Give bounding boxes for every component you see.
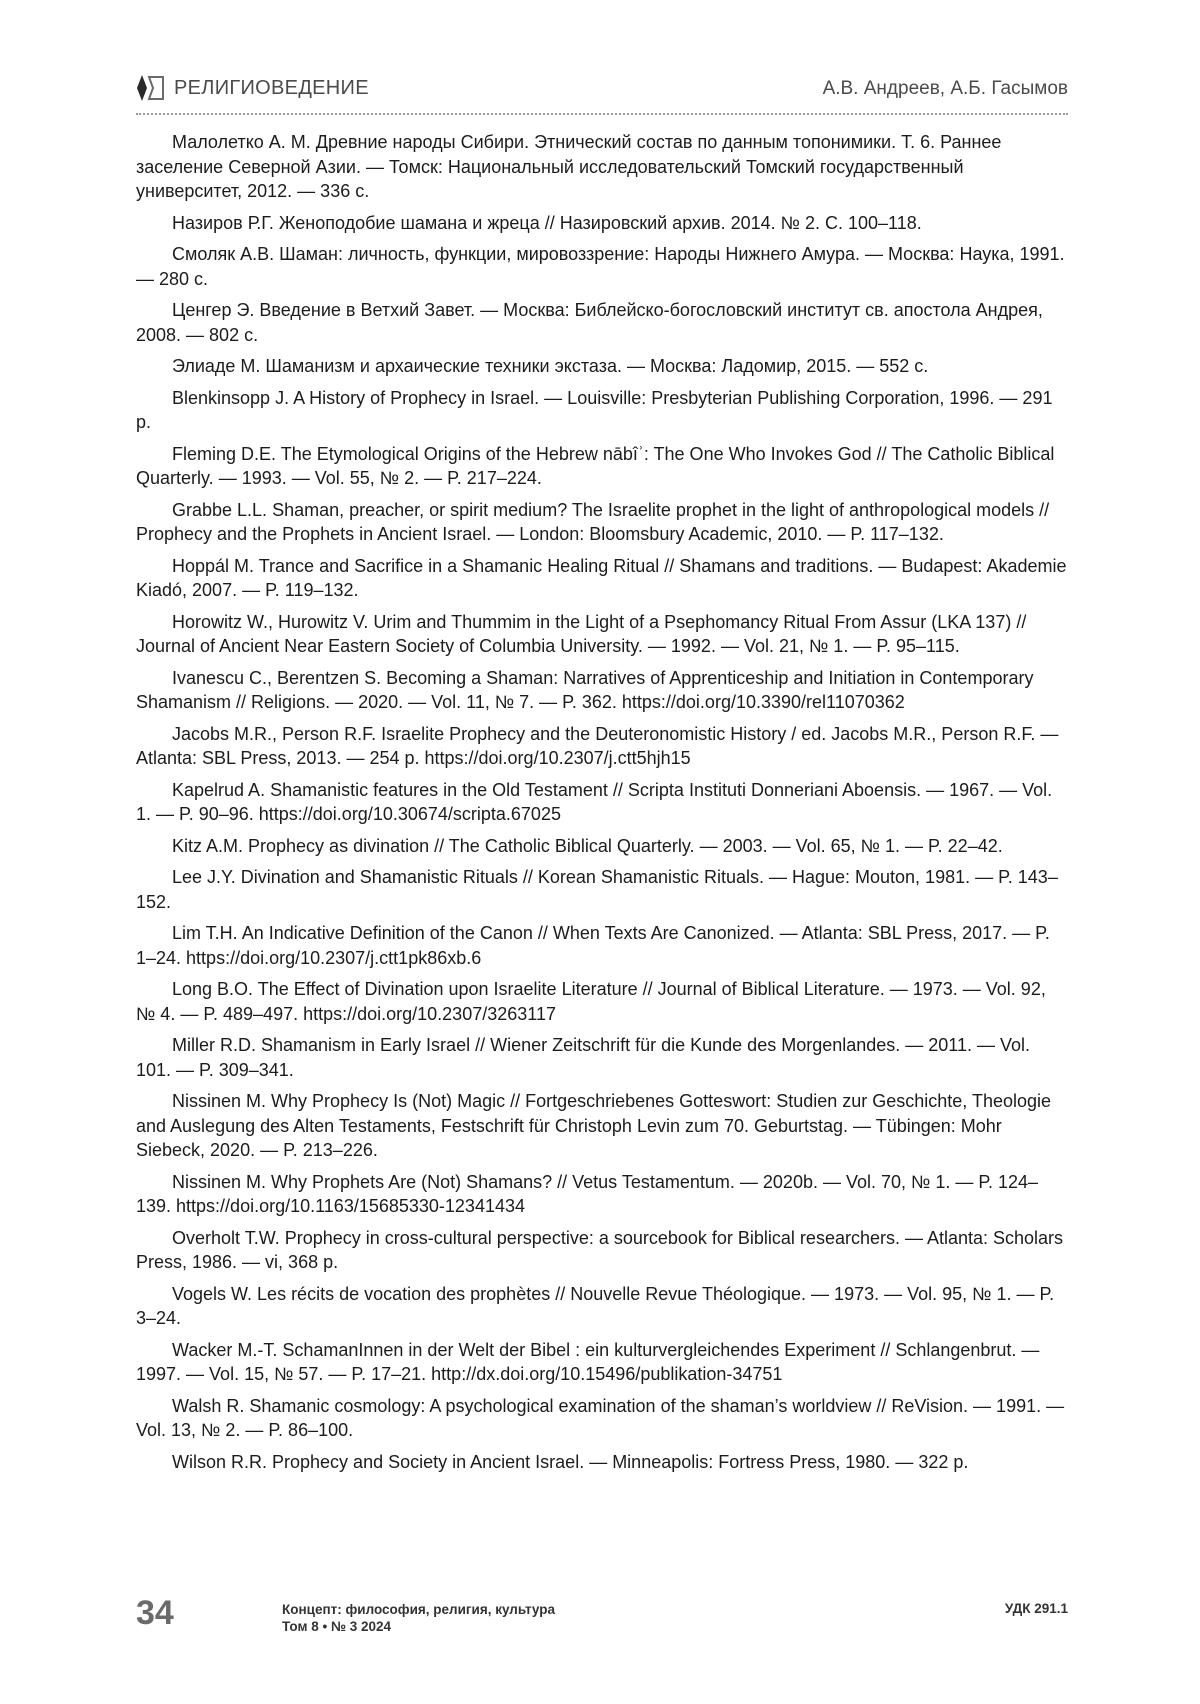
udk-code: УДК 291.1 xyxy=(1004,1601,1068,1616)
reference-item: Ivanescu C., Berentzen S. Becoming a Shaman: Narratives of Apprenticeship and Initiation in Contemporary Shamanism // Religions. — 2020. — Vol. 11, № 7. — P. 362. https://doi.org/10.3390/rel11070362 xyxy=(136,667,1034,712)
header-divider xyxy=(136,113,1068,115)
page-footer xyxy=(136,1594,1068,1642)
section-heading xyxy=(136,74,369,102)
reference-item: Vogels W. Les récits de vocation des prophètes // Nouvelle Revue Théologique. — 1973. — Vol. 95, № 1. — P. 3–24. xyxy=(136,1283,1055,1328)
journal-title: Концепт: философия, религия, культура xyxy=(282,1602,556,1617)
page-header xyxy=(136,70,1068,106)
page-number: 34 xyxy=(136,1594,174,1632)
reference-item: Miller R.D. Shamanism in Early Israel // Wiener Zeitschrift für die Kunde des Morgenlandes. — 2011. — Vol. 101. — P. 309–341. xyxy=(136,1035,1031,1080)
reference-item: Элиаде М. Шаманизм и архаические техники экстаза. — Москва: Ладомир, 2015. — 552 с. xyxy=(172,356,929,376)
reference-item: Kapelrud A. Shamanistic features in the Old Testament // Scripta Instituti Donneriani Aboensis. — 1967. — Vol. 1. — P. 90–96. https://doi.org/10.30674/scripta.67025 xyxy=(136,779,1053,824)
reference-item: Малолетко А. М. Древние народы Сибири. Этнический состав по данным топонимики. Т. 6. Раннее заселение Северной Азии. — Томск: Национальный исследовательский Томский государственный университет, 2012. — 336 с. xyxy=(136,132,1002,201)
article-authors: А.В. Андреев, А.Б. Гасымов xyxy=(822,78,1068,99)
journal-info xyxy=(282,1601,555,1635)
reference-item: Long B.O. The Effect of Divination upon Israelite Literature // Journal of Biblical Literature. — 1973. — Vol. 92, № 4. — P. 489–497. https://doi.org/10.2307/3263117 xyxy=(136,979,1046,1024)
reference-item: Nissinen M. Why Prophecy Is (Not) Magic // Fortgeschriebenes Gotteswort: Studien zur Geschichte, Theologie and Auslegung des Alten Testaments, Festschrift für Christoph Levin zum 70. Geburtstag. — Tübingen: Mohr Siebeck, 2020. — P. 213–226. xyxy=(136,1091,1052,1160)
reference-item: Lee J.Y. Divination and Shamanistic Rituals // Korean Shamanistic Rituals. — Hague: Mouton, 1981. — P. 143–152. xyxy=(136,867,1058,912)
reference-item: Walsh R. Shamanic cosmology: A psychological examination of the shaman’s worldview // ReVision. — 1991. — Vol. 13, № 2. — P. 86–100. xyxy=(136,1395,1065,1440)
diamond-logo-icon xyxy=(136,74,166,102)
journal-issue: Том 8 • № 3 2024 xyxy=(282,1619,392,1634)
reference-item: Lim T.H. An Indicative Definition of the Canon // When Texts Are Canonized. — Atlanta: SBL Press, 2017. — P. 1–24. https://doi.org/10.2307/j.ctt1pk86xb.6 xyxy=(136,923,1050,968)
reference-item: Ценгер Э. Введение в Ветхий Завет. — Москва: Библейско-богословский институт св. апостола Андрея, 2008. — 802 с. xyxy=(136,300,1043,345)
reference-item: Назиров Р.Г. Женоподобие шамана и жреца // Назировский архив. 2014. № 2. С. 100–118. xyxy=(172,212,922,233)
reference-item: Nissinen M. Why Prophets Are (Not) Shamans? // Vetus Testamentum. — 2020b. — Vol. 70, № 1. — P. 124–139. https://doi.org/10.1163/15685330-12341434 xyxy=(136,1171,1039,1216)
section-title: РЕЛИГИОВЕДЕНИЕ xyxy=(174,76,369,99)
reference-item: Jacobs M.R., Person R.F. Israelite Prophecy and the Deuteronomistic History / ed. Jacobs M.R., Person R.F. — Atlanta: SBL Press, 2013. — 254 p. https://doi.org/10.2307/j.ctt5hjh15 xyxy=(136,723,1059,768)
reference-item: Grabbe L.L. Shaman, preacher, or spirit medium? The Israelite prophet in the light of anthropological models // Prophecy and the Prophets in Ancient Israel. — London: Bloomsbury Academic, 2010. — P. 117–132. xyxy=(136,499,1050,544)
reference-item: Blenkinsopp J. A History of Prophecy in Israel. — Louisville: Presbyterian Publishing Corporation, 1996. — 291 p. xyxy=(136,387,1053,432)
reference-item: Wilson R.R. Prophecy and Society in Ancient Israel. — Minneapolis: Fortress Press, 1980. — 322 p. xyxy=(172,1451,969,1472)
reference-item: Horowitz W., Hurowitz V. Urim and Thummim in the Light of a Psephomancy Ritual From Assur (LKA 137) // Journal of Ancient Near Eastern Society of Columbia University. — 1992. — Vol. 21, № 1. — P. 95–115. xyxy=(136,611,1027,656)
reference-item: Overholt T.W. Prophecy in cross-cultural perspective: a sourcebook for Biblical researchers. — Atlanta: Scholars Press, 1986. — vi, 368 p. xyxy=(136,1227,1064,1272)
reference-list xyxy=(136,130,1068,1481)
reference-item: Wacker M.-T. SchamanInnen in der Welt der Bibel : ein kulturvergleichendes Experiment // Schlangenbrut. — 1997. — Vol. 15, № 57. — P. 17–21. http://dx.doi.org/10.15496/publikation-34751 xyxy=(136,1339,1040,1384)
reference-item: Смоляк А.В. Шаман: личность, функции, мировоззрение: Народы Нижнего Амура. — Москва: Наука, 1991. — 280 с. xyxy=(136,244,1065,289)
reference-item: Kitz A.M. Prophecy as divination // The Catholic Biblical Quarterly. — 2003. — Vol. 65, № 1. — P. 22–42. xyxy=(172,835,1003,856)
reference-item: Hoppál M. Trance and Sacrifice in a Shamanic Healing Ritual // Shamans and traditions. — Budapest: Akademie Kiadó, 2007. — P. 119–132. xyxy=(136,555,1067,600)
reference-item: Fleming D.E. The Etymological Origins of the Hebrew nābîʾ: The One Who Invokes God // The Catholic Biblical Quarterly. — 1993. — Vol. 55, № 2. — P. 217–224. xyxy=(136,443,1055,488)
